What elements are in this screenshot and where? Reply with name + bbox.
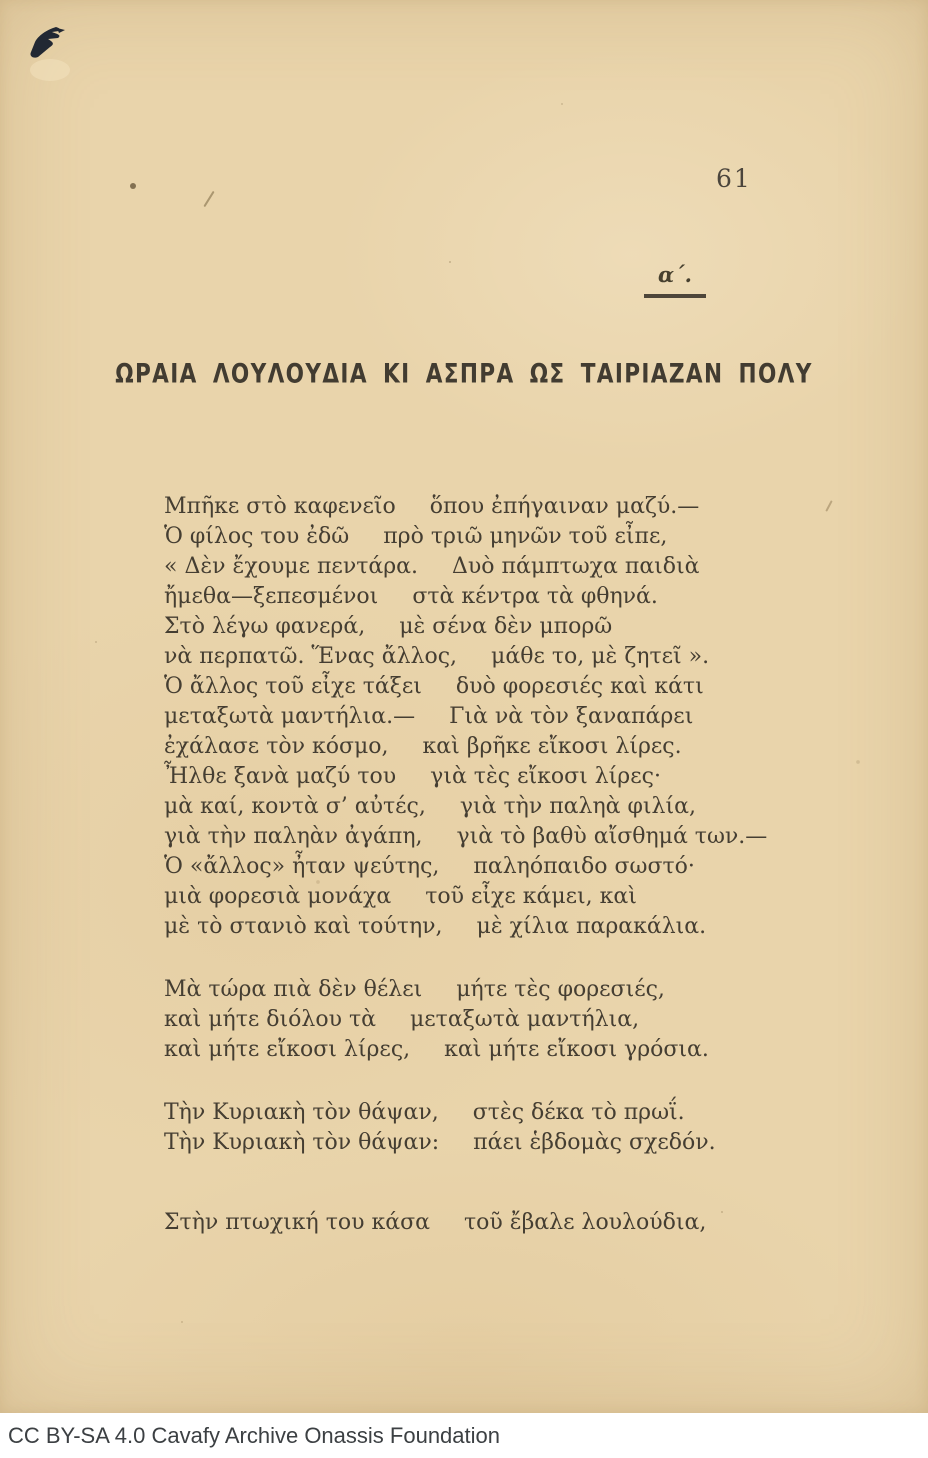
poem-line <box>164 732 767 762</box>
hemistich-a: « Δὲν ἔχουμε πεντάρα. <box>164 554 418 579</box>
hemistich-b: ὅπου ἐπήγαιναν μαζύ.— <box>429 494 700 519</box>
hemistich-b: στὲς δέκα τὸ πρωΐ. <box>472 1100 685 1125</box>
poem-line <box>164 522 767 552</box>
poem-line <box>164 642 767 672</box>
hemistich-b: μάθε το, μὲ ζητεῖ ». <box>491 644 710 669</box>
hemistich-a: νὰ περπατῶ. Ἕνας ἄλλος, <box>164 644 458 669</box>
ink-smudge <box>26 26 70 84</box>
poem-line <box>164 552 767 582</box>
hemistich-a: Στὸ λέγω φανερά, <box>164 614 366 639</box>
poem-line <box>164 612 767 642</box>
stanza-3 <box>164 1098 767 1158</box>
hemistich-b: πρὸ τριῶ μηνῶν τοῦ εἶπε, <box>383 524 668 549</box>
paper-scratch-mark-small <box>825 500 832 512</box>
hemistich-a: Ἦλθε ξανὰ μαζύ του <box>164 764 397 789</box>
hemistich-b: Δυὸ πάμπτωχα παιδιὰ <box>452 554 700 579</box>
hemistich-a: Τὴν Κυριακὴ τὸν θάψαν: <box>164 1130 440 1155</box>
poem-line <box>164 582 767 612</box>
hemistich-a: Ὁ «ἄλλος» ἦταν ψεύτης, <box>164 854 440 879</box>
poem-line <box>164 672 767 702</box>
license-bar <box>0 1413 928 1458</box>
hemistich-a: Μὰ τώρα πιὰ δὲν θέλει <box>164 977 423 1002</box>
poem-line <box>164 822 767 852</box>
section-heading-label: α´. <box>658 262 692 287</box>
poem-body <box>164 492 767 1238</box>
paper-scratch-mark <box>203 191 214 207</box>
license-text: CC BY-SA 4.0 Cavafy Archive Onassis Foundation <box>8 1422 500 1448</box>
hemistich-a: Ὁ φίλος του ἐδῶ <box>164 524 350 549</box>
poem-line <box>164 975 767 1005</box>
hemistich-b: καὶ μήτε εἴκοσι γρόσια. <box>444 1037 709 1062</box>
hemistich-b: γιὰ τὲς εἴκοσι λίρες· <box>430 764 661 789</box>
hemistich-a: μιὰ φορεσιὰ μονάχα <box>164 884 392 909</box>
poem-line <box>164 1098 767 1128</box>
hemistich-a: Στὴν πτωχική του κάσα <box>164 1210 430 1235</box>
hemistich-b: γιὰ τὸ βαθὺ αἴσθημά των.— <box>456 824 768 849</box>
paper-speck-dot <box>130 183 136 189</box>
hemistich-a: μὲ τὸ στανιὸ καὶ τούτην, <box>164 914 443 939</box>
hemistich-a: γιὰ τὴν παληὰν ἀγάπη, <box>164 824 423 849</box>
hemistich-a: Μπῆκε στὸ καφενεῖο <box>164 494 396 519</box>
hemistich-b: μεταξωτὰ μαντήλια, <box>409 1007 640 1032</box>
hemistich-b: πάει ἑβδομὰς σχεδόν. <box>473 1130 716 1155</box>
hemistich-a: ἐχάλασε τὸν κόσμο, <box>164 734 389 759</box>
hemistich-b: μὲ σένα δὲν μπορῶ <box>399 614 613 639</box>
poem-line <box>164 1208 767 1238</box>
section-heading <box>644 262 706 298</box>
hemistich-a: Ὁ ἄλλος τοῦ εἶχε τάξει <box>164 674 422 699</box>
hemistich-b: γιὰ τὴν παληὰ φιλία, <box>459 794 696 819</box>
hemistich-b: Γιὰ νὰ τὸν ξαναπάρει <box>449 704 694 729</box>
stanza-1 <box>164 492 767 942</box>
poem-line <box>164 1128 767 1158</box>
stanza-2 <box>164 975 767 1065</box>
hemistich-b: τοῦ εἶχε κάμει, καὶ <box>425 884 637 909</box>
poem-line <box>164 1005 767 1035</box>
poem-line <box>164 912 767 942</box>
poem-line <box>164 492 767 522</box>
stanza-4 <box>164 1208 767 1238</box>
hemistich-b: δυὸ φορεσιές καὶ κάτι <box>455 674 704 699</box>
hemistich-b: μήτε τὲς φορεσιές, <box>456 977 665 1002</box>
hemistich-a: μεταξωτὰ μαντήλια.— <box>164 704 416 729</box>
poem-line <box>164 882 767 912</box>
hemistich-b: καὶ βρῆκε εἴκοσι λίρες. <box>422 734 682 759</box>
poem-line <box>164 852 767 882</box>
poem-line <box>164 702 767 732</box>
hemistich-a: μὰ καί, κοντὰ σ’ αὐτές, <box>164 794 426 819</box>
hemistich-b: παληόπαιδο σωστό· <box>473 854 695 879</box>
hemistich-b: μὲ χίλια παρακάλια. <box>476 914 707 939</box>
hemistich-a: Τὴν Κυριακὴ τὸν θάψαν, <box>164 1100 439 1125</box>
hemistich-a: ἤμεθα—ξεπεσμένοι <box>164 584 379 609</box>
page-number: 61 <box>716 164 752 193</box>
poem-line <box>164 762 767 792</box>
hemistich-a: καὶ μήτε εἴκοσι λίρες, <box>164 1037 411 1062</box>
poem-line <box>164 1035 767 1065</box>
poem-title: ΩΡΑΙΑ ΛΟΥΛΟΥΔΙΑ ΚΙ ΑΣΠΡΑ ΩΣ ΤΑΙΡΙΑΖΑΝ ΠΟΛΥ <box>115 358 813 390</box>
hemistich-b: στὰ κέντρα τὰ φθηνά. <box>412 584 658 609</box>
hemistich-a: καὶ μήτε διόλου τὰ <box>164 1007 376 1032</box>
poem-line <box>164 792 767 822</box>
hemistich-b: τοῦ ἔβαλε λουλούδια, <box>464 1210 707 1235</box>
